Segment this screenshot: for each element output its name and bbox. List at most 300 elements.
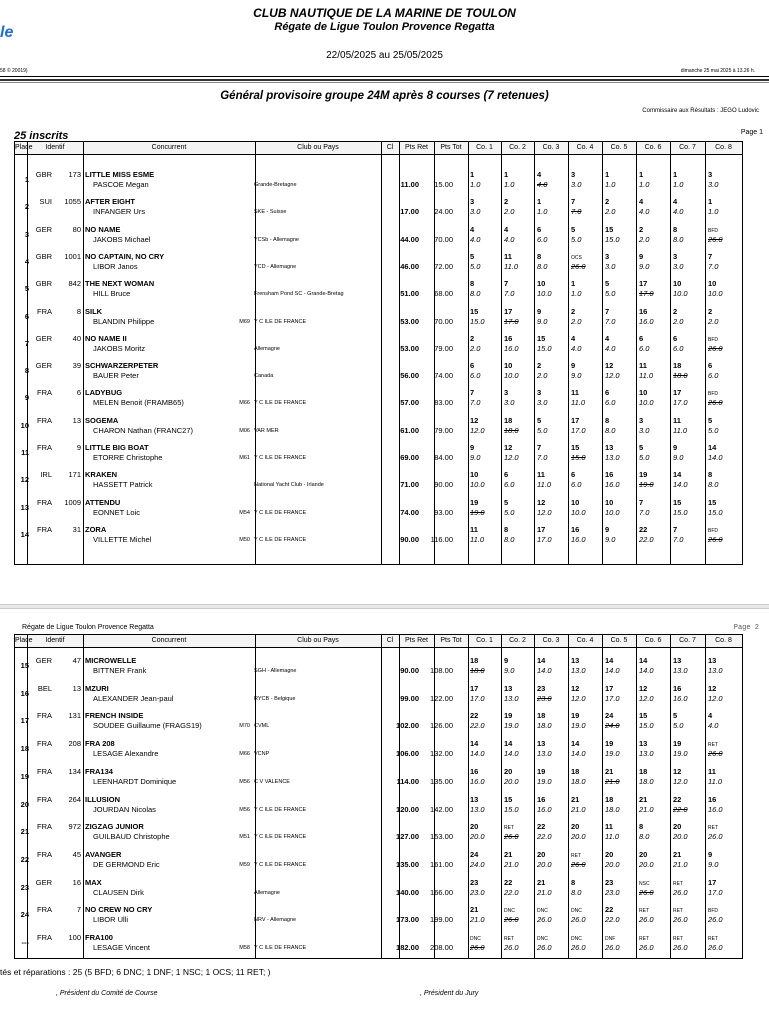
cell-sail-number: 1055 (64, 197, 81, 207)
race-rank: 20 (605, 849, 614, 859)
cell-pts-tot: 135.00 (430, 776, 453, 786)
race-score: 26.0 (673, 915, 688, 925)
race-score-discarded: 7.0 (571, 207, 582, 217)
race-score: 12.0 (639, 693, 654, 703)
race-score: 4.0 (708, 721, 719, 731)
race-score: 6.0 (470, 371, 481, 381)
cell-pts-tot: 122.00 (430, 693, 453, 703)
cell-pts-tot: 84.00 (434, 453, 453, 462)
cell-pts-ret: 182.00 (396, 943, 419, 952)
cell-nationality: FRA (37, 766, 52, 776)
race-rank: DNC (537, 908, 548, 915)
race-score: 21.0 (639, 804, 654, 814)
race-rank: 12 (470, 415, 479, 425)
cell-boat-name: MICROWELLE (85, 656, 137, 665)
cell-place: 16 (20, 688, 29, 698)
race-rank: 5 (470, 251, 475, 261)
cell-boat-name: ATTENDU (85, 497, 121, 507)
race-rank: 11 (708, 766, 716, 776)
cell-sail-number: 45 (72, 849, 81, 859)
table-row (15, 388, 742, 408)
race-rank: 6 (470, 361, 475, 371)
race-score: 26.0 (571, 915, 586, 925)
race-rank: 7 (605, 306, 610, 316)
race-rank: 17 (470, 683, 479, 693)
cell-pts-ret: 173.00 (396, 915, 419, 925)
cell-skipper: BAUER Peter (93, 371, 139, 381)
cell-nationality: FRA (37, 443, 52, 452)
cell-boat-name: LADYBUG (85, 388, 123, 398)
race-rank: 14 (571, 739, 580, 749)
cell-boat-name: KRAKEN (85, 470, 118, 480)
penalties-summary: tés et réparations : 25 (5 BFD; 6 DNC; 1 DNF; 1 NSC; 1 OCS; 11 RET; ) (0, 967, 271, 977)
cell-category: M54 (239, 509, 250, 516)
race-rank: 11 (571, 388, 579, 398)
cell-pts-tot: 93.00 (434, 507, 453, 517)
results-table-page2 (14, 634, 743, 959)
race-score: 12.0 (708, 693, 723, 703)
cell-club: Y C ILE DE FRANCE (254, 455, 307, 461)
cell-nationality: SUI (39, 197, 52, 207)
cell-pts-tot: 83.00 (434, 398, 453, 408)
race-rank: 7 (470, 388, 475, 398)
cell-nationality: GBR (35, 279, 52, 289)
cell-club: Grande-Bretagne (254, 182, 297, 188)
cell-pts-ret: 56.00 (400, 371, 419, 381)
race-score: 3.0 (537, 398, 548, 408)
cell-place: 10 (20, 420, 29, 430)
cell-place: 21 (20, 827, 29, 837)
race-score: 16.0 (470, 776, 485, 786)
race-rank: 6 (571, 470, 576, 480)
cell-pts-ret: 69.00 (400, 453, 419, 462)
cell-place: 4 (24, 256, 29, 266)
race-rank: 5 (605, 279, 610, 289)
cell-nationality: BEL (37, 683, 52, 693)
col-header-race: Co. 1 (476, 637, 493, 644)
cell-club: VAR MER (254, 427, 279, 434)
race-rank: 2 (537, 361, 542, 371)
cell-skipper: LESAGE Alexandre (93, 749, 159, 759)
race-rank: 3 (470, 197, 475, 207)
race-rank: 21 (571, 794, 580, 804)
cell-pts-ret: 140.00 (396, 887, 419, 897)
race-score: 21.0 (673, 859, 688, 869)
table-row (15, 170, 742, 190)
race-rank: 10 (571, 497, 580, 507)
race-score: 10.0 (605, 507, 620, 517)
race-score: 19.0 (537, 776, 552, 786)
race-score: 20.0 (504, 776, 519, 786)
race-rank: 14 (537, 656, 546, 665)
race-rank: 10 (470, 470, 479, 480)
race-score: 26.0 (504, 943, 519, 952)
cell-boat-name: FRA134 (85, 766, 113, 776)
race-score-discarded: 26.0 (470, 943, 485, 952)
race-score: 15.0 (605, 234, 620, 244)
race-rank: 3 (571, 170, 576, 179)
race-score: 26.0 (537, 943, 552, 952)
cell-sail-number: 47 (72, 656, 81, 665)
table-row (15, 822, 742, 842)
race-rank: 8 (537, 251, 542, 261)
race-rank: 7 (639, 497, 644, 507)
race-rank: 22 (470, 711, 479, 721)
race-score: 20.0 (470, 832, 485, 842)
cell-boat-name: ZORA (85, 524, 107, 534)
cell-pts-ret: 71.00 (400, 480, 419, 490)
race-rank: 20 (537, 849, 546, 859)
race-rank: DNC (571, 936, 582, 942)
race-rank: RET (571, 852, 581, 859)
race-rank: 18 (537, 711, 546, 721)
race-score: 11.0 (639, 371, 654, 381)
race-score: 1.0 (639, 180, 650, 189)
cell-pts-ret: 11.00 (400, 180, 419, 189)
cell-pts-ret: 51.00 (400, 289, 419, 299)
race-rank: 12 (673, 766, 682, 776)
race-rank: 8 (470, 279, 475, 289)
race-score: 8.0 (708, 480, 719, 490)
race-score: 4.0 (673, 207, 684, 217)
race-rank: 13 (571, 656, 580, 665)
cell-category: M06 (239, 427, 250, 434)
race-rank: 21 (639, 794, 648, 804)
race-rank: 5 (708, 415, 713, 425)
race-score: 2.0 (537, 371, 548, 381)
race-score: 9.0 (708, 859, 719, 869)
race-rank: 13 (639, 739, 648, 749)
cell-category: M66 (239, 751, 250, 758)
race-score: 26.0 (708, 832, 723, 842)
race-rank: 16 (605, 470, 614, 480)
cell-boat-name: MZURI (85, 683, 109, 693)
race-score: 10.0 (470, 480, 485, 490)
race-rank: 8 (571, 877, 576, 887)
race-rank: 13 (504, 683, 513, 693)
cell-boat-name: MAX (85, 877, 102, 887)
club-logo-fragment: le (0, 24, 14, 41)
race-score: 22.0 (504, 887, 519, 897)
race-score-discarded: 15.0 (571, 453, 586, 462)
cell-skipper: MELEN Benoit (FRAMB65) (93, 398, 184, 408)
race-score-discarded: 26.0 (504, 915, 519, 925)
col-header-race: Co. 1 (476, 144, 493, 151)
race-score: 14.0 (537, 666, 552, 675)
cell-nationality: GER (35, 877, 52, 887)
cell-skipper: INFANGER Urs (93, 207, 146, 217)
race-rank: 12 (537, 497, 546, 507)
cell-club: Allemagne (254, 345, 280, 352)
race-rank: 1 (571, 279, 576, 289)
race-score: 3.0 (708, 180, 719, 189)
cell-sail-number: 80 (72, 224, 81, 234)
race-rank: RET (639, 936, 649, 942)
col-header-race: Co. 8 (715, 637, 732, 644)
race-score: 16.0 (673, 693, 688, 703)
race-score: 5.0 (639, 453, 650, 462)
cell-nationality: FRA (37, 822, 52, 832)
cell-pts-tot: 72.00 (434, 261, 453, 271)
cell-boat-name: ZIGZAG JUNIOR (85, 822, 144, 832)
race-rank: 2 (470, 333, 475, 343)
cell-category: M51 (239, 834, 250, 841)
table-row (15, 878, 742, 898)
race-rank: 18 (571, 766, 580, 776)
race-rank: 2 (504, 197, 509, 207)
cell-pts-ret: 120.00 (396, 804, 419, 814)
cell-club: YCSb - Allemagne (254, 236, 299, 243)
cell-skipper: EONNET Loic (93, 507, 140, 517)
cell-place: 15 (20, 661, 29, 670)
cell-pts-tot: 90.00 (434, 480, 453, 490)
race-rank: 15 (673, 497, 682, 507)
cell-nationality: IRL (40, 470, 52, 480)
table-row (15, 307, 742, 327)
race-score: 16.0 (639, 316, 654, 326)
cell-club: Y C ILE DE FRANCE (254, 861, 307, 868)
cell-skipper: DE GERMOND Eric (93, 859, 160, 869)
race-score: 12.0 (470, 425, 485, 435)
race-rank: 4 (537, 170, 542, 179)
race-rank: 23 (605, 877, 614, 887)
cell-place: 7 (24, 338, 29, 348)
race-rank: 19 (673, 739, 682, 749)
club-name: CLUB NAUTIQUE DE LA MARINE DE TOULON (253, 6, 516, 20)
race-score: 26.0 (673, 887, 688, 897)
race-score: 11.0 (708, 776, 723, 786)
race-score: 2.0 (571, 316, 582, 326)
race-score: 15.0 (470, 316, 485, 326)
race-score: 3.0 (470, 207, 481, 217)
race-score: 5.0 (504, 507, 515, 517)
race-score: 20.0 (673, 832, 688, 842)
cell-pts-tot: 24.00 (434, 207, 453, 217)
race-rank: 7 (673, 524, 678, 534)
col-header-place: Place (15, 144, 33, 151)
race-score: 7.0 (708, 261, 719, 271)
cell-category: M70 (239, 723, 250, 730)
col-header-race: Co. 3 (542, 144, 560, 151)
cell-place: 23 (20, 882, 29, 892)
race-score: 9.0 (504, 666, 515, 675)
race-score: 26.0 (708, 915, 723, 925)
race-rank: 17 (504, 306, 513, 316)
cell-club: YCD - Allemagne (254, 263, 297, 270)
race-rank: 19 (504, 711, 513, 721)
race-rank: 15 (537, 333, 546, 343)
race-rank: RET (639, 908, 649, 915)
cell-sail-number: 1009 (64, 497, 81, 507)
race-score: 1.0 (605, 180, 616, 189)
race-score: 13.0 (639, 749, 654, 759)
race-rank: RET (673, 880, 683, 887)
race-rank: 3 (605, 251, 610, 261)
race-score: 7.0 (673, 534, 684, 544)
race-rank: RET (504, 825, 514, 832)
cell-place: 9 (24, 393, 29, 403)
cell-skipper: HILL Bruce (93, 289, 131, 299)
cell-category: M69 (239, 318, 250, 325)
race-score: 26.0 (605, 943, 620, 952)
race-rank: 15 (605, 224, 614, 234)
cell-skipper: LEENHARDT Dominique (93, 776, 177, 786)
cell-place: 22 (20, 854, 29, 864)
table-row (15, 334, 742, 354)
cell-boat-name: LITTLE BIG BOAT (85, 443, 149, 452)
cell-place: 12 (20, 475, 29, 485)
race-score: 14.0 (605, 666, 620, 675)
race-rank: 12 (504, 443, 513, 452)
cell-pts-ret: 102.00 (396, 721, 419, 731)
cell-boat-name: NO CREW NO CRY (85, 905, 153, 915)
race-score: 24.0 (470, 859, 485, 869)
table-row (15, 905, 742, 925)
cell-place: --- (21, 938, 29, 947)
race-score-discarded: 19.0 (470, 507, 485, 517)
race-score-discarded: 22.0 (673, 804, 688, 814)
cell-category: M56 (239, 778, 250, 785)
race-score: 16.0 (504, 343, 519, 353)
col-header-race: Co. 8 (715, 144, 732, 151)
cell-category: M59 (239, 861, 250, 868)
race-score: 4.0 (605, 343, 616, 353)
race-rank: 11 (673, 415, 681, 425)
race-rank: DNC (571, 908, 582, 915)
race-score: 26.0 (537, 915, 552, 925)
table-row (15, 443, 742, 463)
race-rank: 1 (673, 170, 678, 179)
race-rank: BFD (708, 336, 718, 343)
race-score: 17.0 (673, 398, 688, 408)
race-rank: 4 (673, 197, 678, 207)
cell-skipper: HASSETT Patrick (93, 480, 153, 490)
col-header-race: Co. 3 (542, 637, 560, 644)
race-score: 16.0 (571, 534, 586, 544)
race-rank: 2 (571, 306, 576, 316)
race-score: 22.0 (639, 534, 654, 544)
table-row (15, 739, 742, 759)
race-score: 6.0 (571, 480, 582, 490)
cell-pts-ret: 46.00 (400, 261, 419, 271)
race-score: 9.0 (673, 453, 684, 462)
race-rank: 15 (571, 443, 580, 452)
race-rank: 1 (605, 170, 610, 179)
table-row (15, 498, 742, 518)
race-rank: 17 (605, 683, 614, 693)
page-number: Page 2 (733, 624, 759, 632)
col-header-race: Co. 6 (644, 637, 662, 644)
race-score: 7.0 (639, 507, 650, 517)
table-row (15, 684, 742, 704)
race-score: 13.0 (571, 666, 586, 675)
cell-club: Y C ILE DE FRANCE (254, 509, 307, 516)
cell-club: RYCB - Belgique (254, 695, 296, 702)
race-rank: 20 (571, 822, 580, 832)
cell-sail-number: 31 (72, 524, 81, 534)
cell-nationality: FRA (37, 849, 52, 859)
race-score-discarded: 24.0 (605, 721, 620, 731)
cell-place: 5 (24, 284, 29, 294)
race-score: 17.0 (605, 693, 620, 703)
cell-pts-ret: 99.00 (400, 693, 419, 703)
col-header-cl: Cl (386, 637, 394, 644)
race-rank: 6 (605, 388, 610, 398)
race-score: 3.0 (504, 398, 515, 408)
race-score: 16.0 (708, 804, 723, 814)
cell-sail-number: 13 (72, 415, 81, 425)
race-score: 15.0 (639, 721, 654, 731)
col-header-race: Co. 5 (610, 144, 628, 151)
race-rank: 10 (639, 388, 648, 398)
table-row (15, 711, 742, 731)
race-rank: 8 (673, 224, 678, 234)
race-score: 8.0 (537, 261, 548, 271)
race-score-discarded: 18.0 (504, 425, 519, 435)
cell-pts-tot: 74.00 (434, 371, 453, 381)
race-score: 2.0 (470, 343, 481, 353)
cell-club: Y C ILE DE FRANCE (254, 806, 307, 813)
race-rank: 17 (571, 415, 580, 425)
col-header-race: Co. 7 (679, 144, 696, 151)
race-score: 21.0 (571, 804, 586, 814)
race-rank: 17 (708, 877, 717, 887)
race-score-discarded: 23.0 (537, 693, 552, 703)
race-rank: 20 (673, 822, 682, 832)
race-score: 18.0 (537, 721, 552, 731)
race-rank: 15 (639, 711, 648, 721)
cell-pts-tot: 161.00 (430, 859, 453, 869)
race-score: 26.0 (571, 943, 586, 952)
cell-sail-number: 8 (76, 306, 81, 316)
cell-boat-name: THE NEXT WOMAN (85, 279, 155, 289)
cell-place: 13 (20, 502, 29, 512)
cell-club: Y C ILE DE FRANCE (254, 536, 307, 543)
cell-sail-number: 264 (68, 794, 81, 804)
page-separator (0, 604, 769, 609)
race-rank: 3 (504, 388, 509, 398)
race-score: 9.0 (605, 534, 616, 544)
cell-boat-name: LITTLE MISS ESME (85, 170, 155, 179)
cell-pts-tot: 199.00 (430, 915, 453, 925)
cell-pts-ret: 106.00 (396, 749, 419, 759)
race-rank: 7 (537, 443, 542, 452)
race-score: 19.0 (504, 721, 519, 731)
race-score: 1.0 (673, 180, 684, 189)
race-score: 6.0 (639, 343, 650, 353)
cell-pts-ret: 90.00 (400, 666, 419, 675)
race-rank: 17 (673, 388, 682, 398)
cell-place: 20 (20, 799, 29, 809)
race-rank: 16 (571, 524, 580, 534)
race-rank: 8 (504, 524, 509, 534)
table-row (15, 225, 742, 245)
race-rank: 3 (673, 251, 678, 261)
race-rank: 15 (470, 306, 479, 316)
race-score: 21.0 (537, 887, 552, 897)
race-score: 7.0 (504, 289, 515, 299)
race-score: 13.0 (470, 804, 485, 814)
cell-category: M66 (239, 400, 250, 407)
race-rank: 14 (639, 656, 648, 665)
cell-skipper: BITTNER Frank (93, 666, 147, 675)
cell-pts-tot: 79.00 (434, 425, 453, 435)
cell-nationality: FRA (37, 794, 52, 804)
race-rank: 16 (504, 333, 513, 343)
cell-club: Allemagne (254, 889, 280, 896)
race-score: 19.0 (571, 721, 586, 731)
cell-sail-number: 40 (72, 333, 81, 343)
